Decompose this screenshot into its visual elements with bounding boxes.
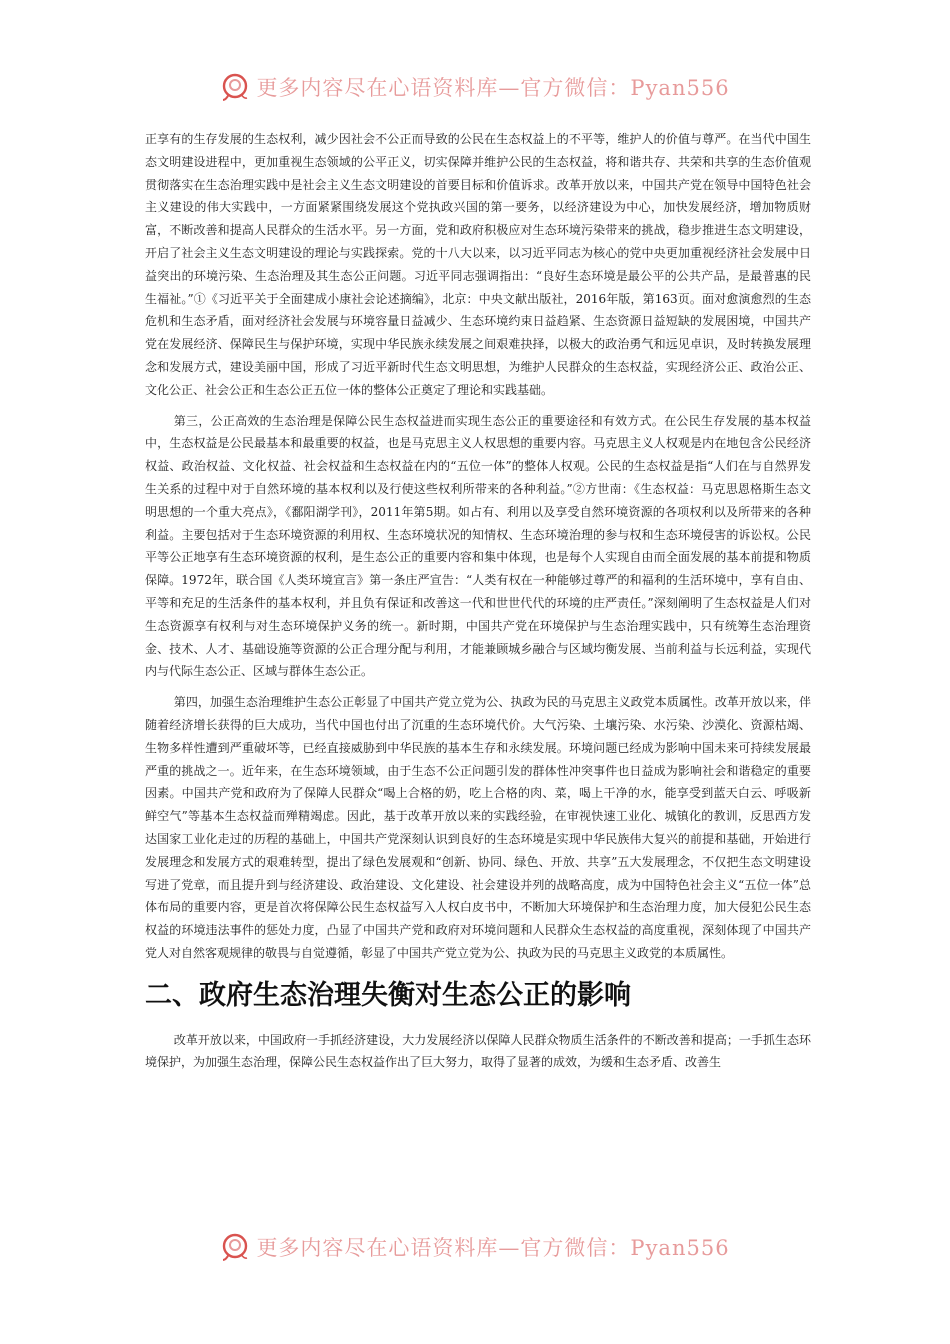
paragraph-4: 改革开放以来，中国政府一手抓经济建设，大力发展经济以保障人民群众物质生活条件的不断改善和提高；一手抓生态环境保护，为加强生态治理，保障公民生态权益作出了巨大努力，取得了显著的成效，为缓和生态矛盾、改善生: [145, 1032, 811, 1070]
rose-logo-icon: [220, 1232, 250, 1262]
paragraph-2: 第三，公正高效的生态治理是保障公民生态权益进而实现生态公正的重要途径和有效方式。在公民生存发展的基本权益中，生态权益是公民最基本和最重要的权益，也是马克思主义人权思想的重要内容。马克思主义人权观是内在地包含公民经济权益、政治权益、文化权益、社会权益和生态权益在内的“五位一体”的整体人权观。公民的生态权益是指“人们在与自然界发生关系的过程中对于自然环境的基本权利以及行使这些权利所带来的各种利益。”②方世南：《生态权益：马克思恩格斯生态文明思想的一个重大亮点》，《鄱阳湖学刊》，2011年第5期。如占有、利用以及享受自然环境资源的各项权利以及所带来的各种利益。主要包括对于生态环境资源的利用权、生态环境状况的知情权、生态环境治理的参与权和生态环境侵害的诉讼权。公民平等公正地享有生态环境资源的权利，是生态公正的重要内容和集中体现，也是每个人实现自由而全面发展的基本前提和物质保障。1972年，联合国《人类环境宣言》第一条庄严宣告：“人类有权在一种能够过尊严的和福利的生活环境中，享有自由、平等和充足的生活条件的基本权利，并且负有保证和改善这一代和世世代代的环境的庄严责任。”深刻阐明了生态权益是人们对生态资源享有权利与对生态环境保护义务的统一。新时期，中国共产党在环境保护与生态治理实践中，只有统筹生态治理资金、技术、人才、基础设施等资源的公正合理分配与利用，才能兼顾城乡融合与区域均衡发展、当前利益与长远利益，实现代内与代际生态公正、区域与群体生态公正。: [145, 413, 811, 679]
top-banner: [0, 72, 950, 102]
banner-text: 更多内容尽在心语资料库—官方微信：Pyan556: [256, 1236, 730, 1260]
banner-text: 更多内容尽在心语资料库—官方微信：Pyan556: [256, 76, 730, 100]
section-heading: 二、政府生态治理失衡对生态公正的影响: [145, 979, 631, 1011]
paragraph-1: 正享有的生存发展的生态权利，减少因社会不公正而导致的公民在生态权益上的不平等，维护人的价值与尊严。在当代中国生态文明建设进程中，更加重视生态领域的公平正义，切实保障并维护公民的生态权益，将和谐共存、共荣和共享的生态价值观贯彻落实在生态治理实践中是社会主义生态文明建设的首要目标和价值诉求。改革开放以来，中国共产党在领导中国特色社会主义建设的伟大实践中，一方面紧紧围绕发展这个党执政兴国的第一要务，以经济建设为中心，加快发展经济，增加物质财富，不断改善和提高人民群众的生活水平。另一方面，党和政府积极应对生态环境污染带来的挑战，稳步推进生态文明建设，开启了社会主义生态文明建设的理论与实践探索。党的十八大以来，以习近平同志为核心的党中央更加重视经济社会发展中日益突出的环境污染、生态治理及其生态公正问题。习近平同志强调指出：“良好生态环境是最公平的公共产品，是最普惠的民生福祉。”①《习近平关于全面建成小康社会论述摘编》，北京：中央文献出版社，2016年版，第163页。面对愈演愈烈的生态危机和生态矛盾，面对经济社会发展与环境容量日益减少、生态环境约束日益趋紧、生态资源日益短缺的发展困境，中国共产党在发展经济、保障民生与保护环境，实现中华民族永续发展之间艰难抉择，以极大的政治勇气和远见卓识，及时转换发展理念和发展方式，建设美丽中国，形成了习近平新时代生态文明思想，为维护人民群众的生态权益，实现经济公正、政治公正、文化公正、社会公正和生态公正五位一体的整体公正奠定了理论和实践基础。: [145, 132, 811, 397]
document-body: [145, 128, 811, 1082]
bottom-banner: [0, 1232, 950, 1262]
rose-logo-icon: [220, 72, 250, 102]
paragraph-3: 第四，加强生态治理维护生态公正彰显了中国共产党立党为公、执政为民的马克思主义政党本质属性。改革开放以来，伴随着经济增长获得的巨大成功，当代中国也付出了沉重的生态环境代价。大气污染、土壤污染、水污染、沙漠化、资源枯竭、生物多样性遭到严重破坏等，已经直接威胁到中华民族的基本生存和永续发展。环境问题已经成为影响中国未来可持续发展最严重的挑战之一。近年来，在生态环境领域，由于生态不公正问题引发的群体性冲突事件也日益成为影响社会和谐稳定的重要因素。中国共产党和政府为了保障人民群众“喝上合格的奶，吃上合格的肉、菜，喝上干净的水，能享受到蓝天白云、呼吸新鲜空气”等基本生态权益而殚精竭虑。因此，基于改革开放以来的实践经验，在审视快速工业化、城镇化的教训，反思西方发达国家工业化走过的历程的基础上，中国共产党深刻认识到良好的生态环境是实现中华民族伟大复兴的前提和基础，开始进行发展理念和发展方式的艰难转型，提出了绿色发展观和“创新、协同、绿色、开放、共享”五大发展理念，不仅把生态文明建设写进了党章，而且提升到与经济建设、政治建设、文化建设、社会建设并列的战略高度，成为中国特色社会主义“五位一体”总体布局的重要内容，更是首次将保障公民生态权益写入人权白皮书中，不断加大环境保护和生态治理力度，加大侵犯公民生态权益的环境违法事件的惩处力度，凸显了中国共产党和政府对环境问题和人民群众生态权益的高度重视，深刻体现了中国共产党人对自然客观规律的敬畏与自觉遵循，彰显了中国共产党立党为公、执政为民的马克思主义政党的本质属性。: [145, 695, 811, 960]
